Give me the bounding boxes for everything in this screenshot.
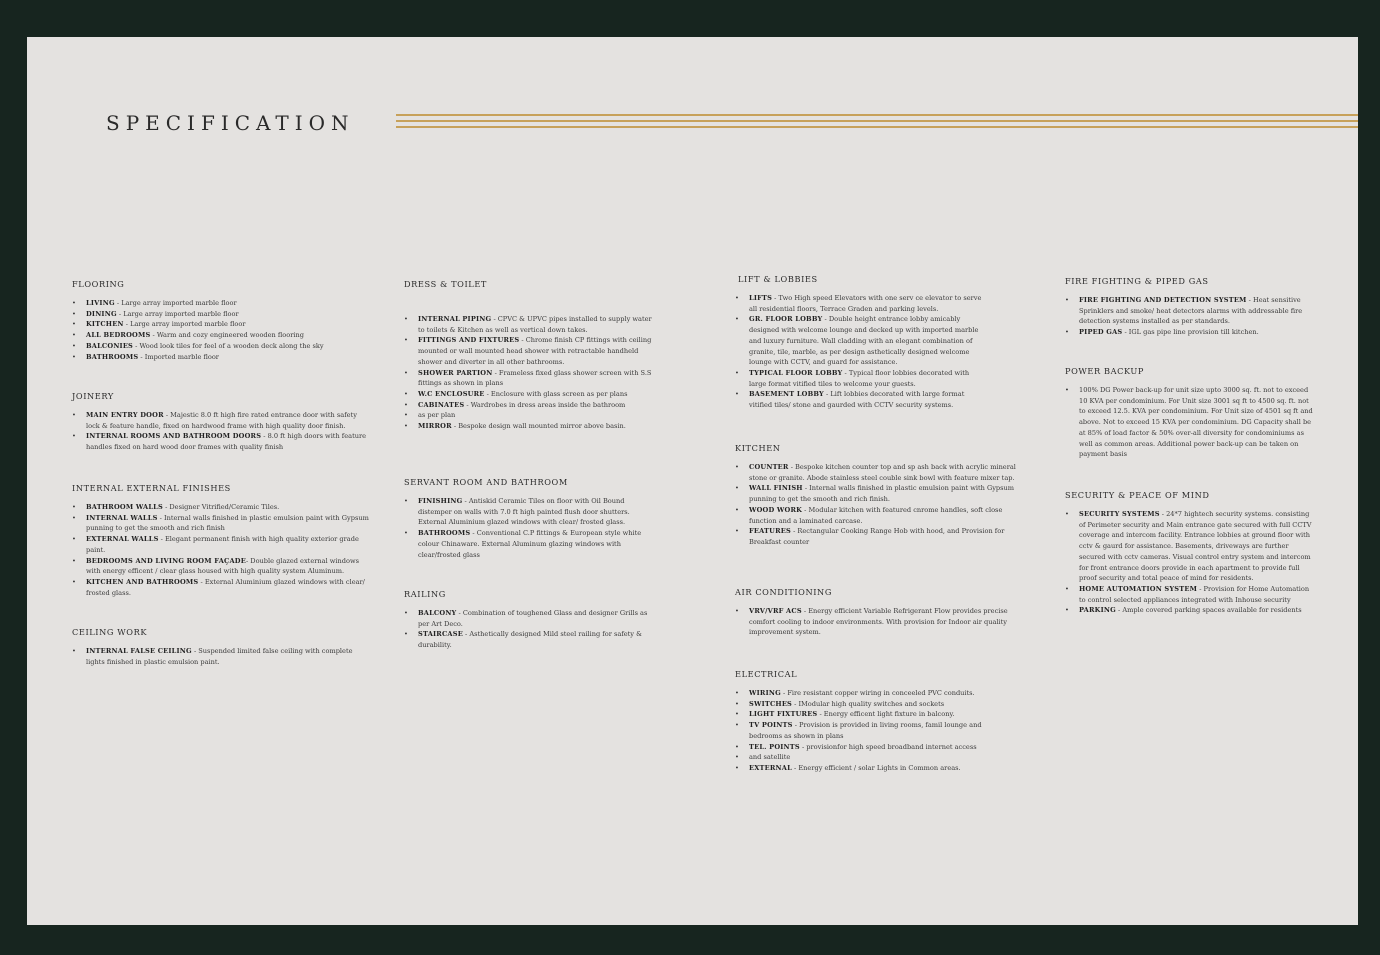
spec-term: SWITCHES: [749, 699, 793, 708]
spec-item: [735, 462, 1020, 483]
spec-desc: - Lift lobbies decorated with large format vitified tiles/ stone and gaurded with CCTV security systems.: [749, 390, 965, 410]
spec-desc: - Wood look tiles for feel of a wooden deck along the sky: [133, 341, 324, 350]
section-dress-toilet: [404, 279, 654, 432]
spec-list: [72, 502, 372, 598]
spec-item: [735, 389, 985, 410]
spec-list: [735, 688, 985, 774]
spec-term: DINING: [86, 309, 117, 318]
spec-term: BATHROOMS: [418, 529, 471, 538]
section-electrical: [735, 669, 985, 774]
spec-item: [404, 608, 654, 629]
spec-term: TV POINTS: [749, 721, 793, 730]
spec-desc: - Rectangular Cooking Range Hob with hood, and Provision for Breakfast counter: [749, 527, 1005, 546]
spec-desc: - Large array imported marble floor: [116, 309, 239, 318]
spec-item: [72, 556, 372, 577]
spec-item: [72, 534, 372, 555]
spec-list: [404, 496, 654, 560]
spec-desc: - 8.0 ft high doors with feature handles fixed on hard wood door frames with quality finish: [86, 432, 367, 452]
spec-item: [735, 505, 1020, 526]
section-heading: KITCHEN: [735, 443, 781, 453]
spec-item: [72, 341, 372, 352]
section-heading: CEILING WORK: [72, 627, 148, 637]
gold-rule: [396, 120, 1358, 122]
spec-list: [735, 462, 1020, 548]
spec-desc: - Designer Vitrified/Ceramic Tiles.: [162, 503, 280, 511]
spec-term: INTERNAL ROOMS AND BATHROOM DOORS: [86, 432, 262, 441]
spec-item: [72, 431, 372, 452]
spec-term: LIVING: [86, 299, 115, 307]
section-heading: JOINERY: [72, 391, 114, 401]
spec-desc: - Double glazed external windows with energy efficent / clear glass housed with high quality system Aluminum.: [86, 556, 359, 576]
spec-desc: - IGL gas pipe line provision till kitchen.: [1122, 328, 1259, 337]
spec-desc: - Frameless fixed glass shower screen with S.S fittings as shown in plans: [418, 368, 652, 388]
section-security: [1065, 490, 1315, 616]
spec-item: [735, 720, 985, 741]
spec-item: [735, 752, 985, 763]
spec-item: [404, 400, 654, 411]
section-servant-room: [404, 477, 654, 560]
spec-desc: - Combination of toughened Glass and designer Grills as per Art Deco.: [418, 609, 648, 628]
spec-desc: 100% DG Power back-up for unit size upto 3000 sq. ft. not to exceed 10 KVA per condominium. For Unit size 3001 sq ft to 4500 sq. ft. not to exceed 12.5. KVA per condominium. For Unit size of 4501 sq ft and above. Not to exceed 15 KVA per condominium. DG Capacity shall be at 85% of load factor & 50% over-all diversity for condominiums as well as common areas. Additional power back-up can be taken on payment basis: [1079, 386, 1313, 459]
spec-item: [735, 742, 985, 753]
section-power-backup: [1065, 366, 1315, 460]
spec-desc: - Energy efficent light fixture in balcony.: [817, 710, 955, 719]
spec-item: [735, 606, 1020, 638]
spec-desc: - Majestic 8.0 ft high fire rated entrance door with safety lock & feature handle, fixed on hardwood frame with high quality door finish.: [86, 411, 357, 430]
spec-term: EXTERNAL: [749, 763, 792, 772]
section-kitchen: [735, 443, 1020, 548]
spec-desc: - External Aluminium glazed windows with clear/ frosted glass.: [86, 577, 365, 597]
section-heading: RAILING: [404, 589, 446, 599]
spec-item: [1065, 509, 1315, 584]
spec-term: WIRING: [749, 689, 781, 697]
spec-desc: - CPVC & UPVC pipes installed to supply water to toilets & Kitchen as well as vertical down takes.: [418, 315, 652, 334]
spec-desc: - Asthetically designed Mild steel railing for safety & durability.: [418, 630, 642, 650]
spec-list: [404, 314, 654, 432]
spec-desc: and satellite: [749, 753, 791, 762]
section-railing: [404, 589, 654, 651]
spec-term: FIRE FIGHTING AND DETECTION SYSTEM: [1079, 296, 1247, 304]
spec-item: [1065, 605, 1315, 616]
spec-list: [1065, 295, 1315, 338]
spec-item: [404, 335, 654, 367]
spec-desc: - Suspended limited false ceiling with complete lights finished in plastic emulsion paint.: [86, 647, 353, 666]
spec-term: LIGHT FIXTURES: [749, 710, 818, 719]
spec-term: EXTERNAL WALLS: [86, 535, 159, 544]
spec-term: ALL BEDROOMS: [86, 331, 151, 340]
section-air-conditioning: [735, 587, 1020, 638]
spec-list: [735, 293, 985, 411]
section-internal-external-finishes: [72, 483, 372, 598]
section-heading: SERVANT ROOM AND BATHROOM: [404, 477, 568, 487]
spec-term: SECURITY SYSTEMS: [1079, 510, 1160, 518]
spec-desc: - Fire resistant copper wiring in conceeled PVC conduits.: [780, 689, 975, 697]
spec-desc: as per plan: [418, 411, 456, 420]
spec-term: STAIRCASE: [418, 630, 463, 639]
spec-item: [72, 330, 372, 341]
spec-item: [72, 309, 372, 320]
section-heading: FLOORING: [72, 279, 125, 289]
spec-desc: - Provision for Home Automation to control selected appliances integrated with Inhouse security: [1079, 584, 1310, 604]
spec-term: LIFTS: [749, 294, 773, 302]
gold-rule: [396, 114, 1358, 116]
spec-desc: - Wardrobes in dress areas inside the bathroom: [464, 400, 626, 409]
spec-list: [1065, 509, 1315, 616]
spec-item: [72, 298, 372, 309]
spec-desc: - Energy efficient Variable Refrigerant Flow provides precise comfort cooling to indoor environments. With provision for Indoor air quality improvement system.: [749, 607, 1008, 637]
spec-term: SHOWER PARTION: [418, 368, 493, 377]
section-heading: SECURITY & PEACE OF MIND: [1065, 490, 1210, 500]
spec-list: [72, 646, 372, 667]
spec-list: [1065, 385, 1315, 460]
spec-desc: - Provision is provided in living rooms, famil lounge and bedrooms as shown in plans: [749, 721, 982, 740]
section-joinery: [72, 391, 372, 453]
spec-desc: - Large array imported marble floor: [114, 299, 237, 307]
section-heading: DRESS & TOILET: [404, 279, 487, 289]
spec-item: [735, 709, 985, 720]
spec-term: VRV/VRF ACS: [749, 607, 802, 615]
spec-item: [404, 368, 654, 389]
spec-item: [72, 577, 372, 598]
spec-item: [1065, 584, 1315, 605]
spec-term: CABINATES: [418, 400, 465, 409]
spec-item: [735, 699, 985, 710]
specification-sheet: [27, 37, 1358, 925]
spec-term: BALCONIES: [86, 341, 134, 350]
section-fire-fighting: [1065, 276, 1315, 338]
spec-desc: - provisionfor high speed broadband internet access: [799, 742, 977, 751]
section-flooring: [72, 279, 372, 362]
spec-desc: - Ample covered parking spaces available for residents: [1115, 606, 1302, 615]
spec-term: WALL FINISH: [749, 484, 803, 493]
spec-item: [404, 496, 654, 528]
spec-item: [404, 528, 654, 560]
spec-desc: - Imported marble floor: [138, 352, 219, 361]
spec-term: FEATURES: [749, 527, 791, 536]
spec-desc: - Internal walls finished in plastic emulsion paint with Gypsum punning to get the smooth and rich finish: [86, 513, 369, 533]
spec-term: BATHROOM WALLS: [86, 503, 163, 511]
page-title: SPECIFICATION: [106, 111, 355, 135]
spec-term: MAIN ENTRY DOOR: [86, 411, 164, 419]
spec-desc: - Heat sensitive Sprinklers and smoke/ heat detectors alarms with addressable fire detection systems installed as per standards.: [1079, 296, 1303, 326]
spec-desc: - Conventional C.P fittings & European style white colour Chinaware. External Aluminum glazing windows with clear/frosted glass: [418, 529, 642, 559]
spec-desc: - IModular high quality switches and sockets: [792, 699, 945, 708]
spec-term: HOME AUTOMATION SYSTEM: [1079, 584, 1198, 593]
spec-desc: - 24*7 hightech security systems. consisting of Perimeter security and Main entrance gate secured with full CCTV coverage and intercom facility. Entrance lobbies at ground floor with cctv & gaurd for assistance. Basements, driveways are further secured with cctv cameras. Visual control entry system and intercom for front entrance doors provide in each apartment to provide full proof security and total peace of mind for residents.: [1079, 510, 1312, 583]
spec-term: KITCHEN: [86, 320, 124, 329]
spec-item: [72, 319, 372, 330]
spec-term: BASEMENT LOBBY: [749, 390, 824, 399]
spec-term: TYPICAL FLOOR LOBBY: [749, 368, 843, 377]
spec-term: BEDROOMS AND LIVING ROOM FAÇADE: [86, 556, 246, 565]
spec-list: [404, 608, 654, 651]
spec-desc: - Two High speed Elevators with one serv ce elevator to serve all residential floors, Terrace Graden and parking levels.: [749, 294, 982, 313]
gold-rule: [396, 126, 1358, 128]
spec-term: WOOD WORK: [749, 505, 803, 514]
spec-item: [735, 526, 1020, 547]
spec-term: INTERNAL PIPING: [418, 315, 492, 323]
section-heading: LIFT & LOBBIES: [738, 274, 818, 284]
spec-desc: - Modular kitchen with featured cnrome handles, soft close function and a laminated carcase.: [749, 505, 1003, 525]
spec-term: PIPED GAS: [1079, 328, 1123, 337]
section-heading: ELECTRICAL: [735, 669, 798, 679]
spec-term: BATHROOMS: [86, 352, 139, 361]
spec-item: [1065, 385, 1315, 460]
spec-term: GR. FLOOR LOBBY: [749, 315, 823, 324]
spec-item: [404, 410, 654, 421]
spec-desc: - Internal walls finished in plastic emulsion paint with Gypsum punning to get the smooth and rich finish.: [749, 484, 1015, 504]
spec-item: [72, 646, 372, 667]
spec-term: MIRROR: [418, 422, 452, 431]
spec-item: [1065, 327, 1315, 338]
spec-item: [404, 421, 654, 432]
spec-term: COUNTER: [749, 463, 789, 471]
spec-desc: - Large array imported marble floor: [123, 320, 246, 329]
spec-desc: - Elegant permanent finish with high quality exterior grade paint.: [86, 535, 359, 554]
spec-item: [735, 368, 985, 389]
spec-term: PARKING: [1079, 606, 1116, 615]
section-heading: FIRE FIGHTING & PIPED GAS: [1065, 276, 1209, 286]
spec-term: W.C ENCLOSURE: [418, 389, 485, 398]
spec-term: INTERNAL FALSE CEILING: [86, 647, 192, 655]
spec-list: [735, 606, 1020, 638]
section-ceiling-work: [72, 627, 372, 667]
spec-desc: - Warm and cozy engineered wooden flooring: [150, 331, 304, 340]
spec-item: [735, 293, 985, 314]
spec-desc: - Antiskid Ceramic Tiles on floor with Oil Bound distemper on walls with 7.0 ft high painted flush door shutters. External Aluminium glazed windows with clear/ frosted glass.: [418, 497, 630, 527]
section-heading: POWER BACKUP: [1065, 366, 1145, 376]
spec-list: [72, 298, 372, 362]
spec-item: [72, 513, 372, 534]
spec-item: [1065, 295, 1315, 327]
spec-item: [735, 483, 1020, 504]
spec-desc: - Typical floor lobbies decorated with large format vitified tiles to welcome your guests.: [749, 368, 970, 388]
spec-term: FITTINGS AND FIXTURES: [418, 336, 520, 345]
spec-desc: - Double height entrance lobby amicably designed with welcome lounge and decked up with imported marble and luxury furniture. Wall cladding with an elegant combination of granite, tile, marble, as per design asthetically designed welcome lounge with CCTV, and guard for assistance.: [749, 315, 979, 367]
spec-desc: - Bespoke kitchen counter top and sp ash back with acrylic mineral stone or granite. Abode stainless steel couble sink bowl with feature mixer tap.: [749, 463, 1016, 482]
spec-item: [735, 688, 985, 699]
spec-item: [735, 314, 985, 368]
spec-term: FINISHING: [418, 497, 463, 505]
spec-desc: - Enclosure with glass screen as per plans: [484, 389, 628, 398]
spec-item: [72, 502, 372, 513]
spec-item: [72, 410, 372, 431]
spec-item: [404, 389, 654, 400]
spec-desc: - Chrome finish CP fittings with ceiling mounted or wall mounted head shower with retractable handheld shower and diverter in all other bathrooms.: [418, 336, 652, 366]
spec-term: KITCHEN AND BATHROOMS: [86, 577, 199, 586]
gold-rules: [396, 114, 1358, 130]
spec-item: [404, 314, 654, 335]
spec-list: [72, 410, 372, 453]
spec-term: BALCONY: [418, 609, 457, 617]
spec-item: [72, 352, 372, 363]
spec-item: [404, 629, 654, 650]
section-heading: INTERNAL EXTERNAL FINISHES: [72, 483, 231, 493]
spec-item: [735, 763, 985, 774]
spec-desc: - Energy efficient / solar Lights in Common areas.: [791, 763, 961, 772]
spec-term: INTERNAL WALLS: [86, 513, 158, 522]
section-heading: AIR CONDITIONING: [735, 587, 832, 597]
spec-term: TEL. POINTS: [749, 742, 800, 751]
spec-desc: - Bespoke design wall mounted mirror above basin.: [451, 422, 626, 431]
section-lift-lobbies: [735, 274, 985, 411]
